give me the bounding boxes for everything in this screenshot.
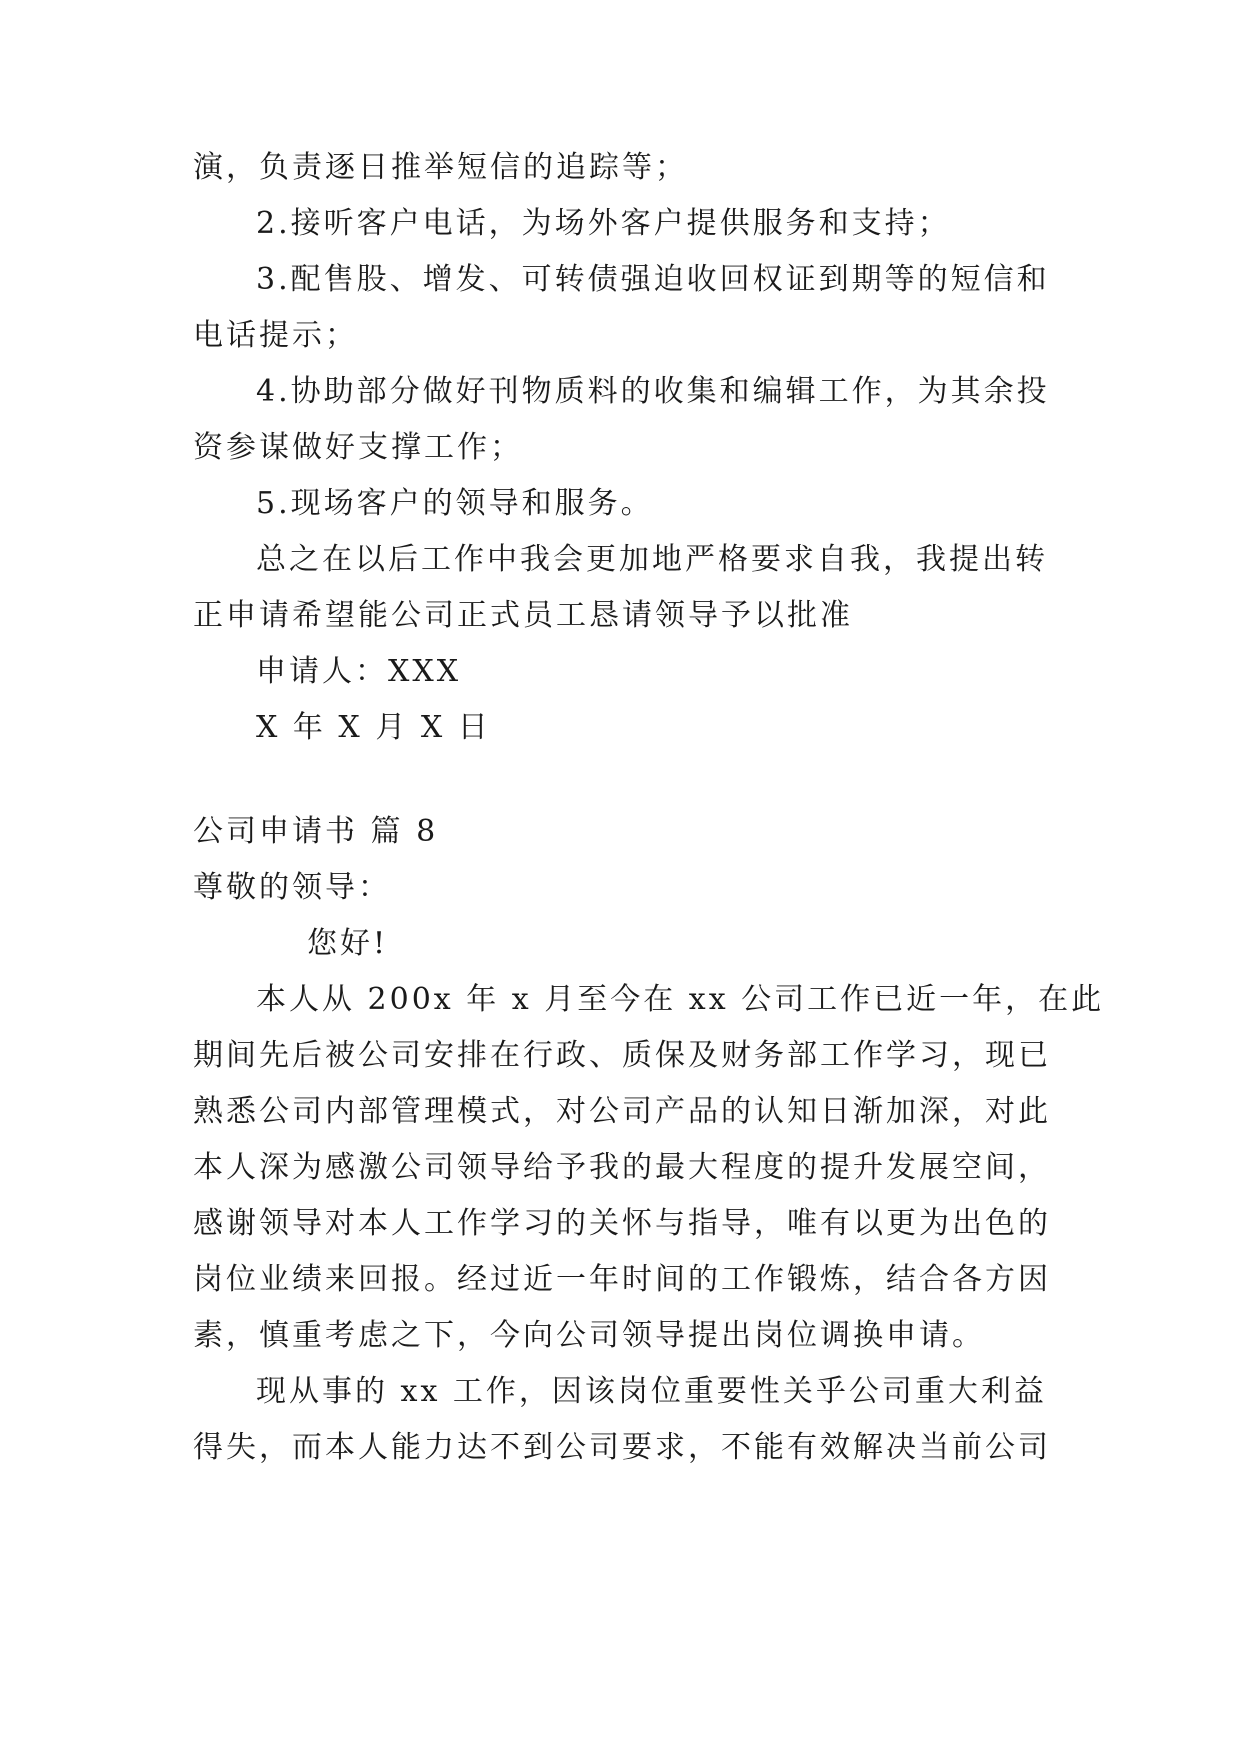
list-item-4-cont: 资参谋做好支撑工作；: [193, 430, 523, 465]
paragraph-line: 熟悉公司内部管理模式，对公司产品的认知日渐加深，对此: [193, 1094, 1051, 1129]
paragraph-line: 现从事的 xx 工作，因该岗位重要性关乎公司重大利益: [256, 1374, 1047, 1409]
date-line: X 年 X 月 X 日: [256, 710, 491, 745]
list-item-3: 3.配售股、增发、可转债强迫收回权证到期等的短信和: [256, 262, 1050, 297]
list-item-3-cont: 电话提示；: [193, 318, 358, 353]
paragraph-line: 感谢领导对本人工作学习的关怀与指导，唯有以更为出色的: [193, 1206, 1051, 1241]
paragraph-line: 素，慎重考虑之下，今向公司领导提出岗位调换申请。: [193, 1318, 985, 1353]
section-title: 公司申请书 篇 8: [193, 814, 439, 849]
closing-paragraph-cont: 正申请希望能公司正式员工恳请领导予以批准: [193, 598, 853, 633]
closing-paragraph: 总之在以后工作中我会更加地严格要求自我，我提出转: [256, 542, 1048, 577]
paragraph-line: 期间先后被公司安排在行政、质保及财务部工作学习，现已: [193, 1038, 1051, 1073]
list-item-2: 2.接听客户电话，为场外客户提供服务和支持；: [256, 206, 951, 241]
greeting: 您好!: [307, 926, 389, 961]
list-item-5: 5.现场客户的领导和服务。: [256, 486, 654, 521]
paragraph-line: 得失，而本人能力达不到公司要求，不能有效解决当前公司: [193, 1430, 1051, 1465]
paragraph-line: 本人从 200x 年 x 月至今在 xx 公司工作已近一年，在此: [256, 982, 1105, 1017]
body-line: 演，负责逐日推举短信的追踪等；: [193, 150, 688, 185]
salutation: 尊敬的领导：: [193, 870, 391, 905]
applicant-line: 申请人：XXX: [256, 654, 462, 689]
list-item-4: 4.协助部分做好刊物质料的收集和编辑工作，为其余投: [256, 374, 1050, 409]
paragraph-line: 本人深为感激公司领导给予我的最大程度的提升发展空间，: [193, 1150, 1051, 1185]
paragraph-line: 岗位业绩来回报。经过近一年时间的工作锻炼，结合各方因: [193, 1262, 1051, 1297]
